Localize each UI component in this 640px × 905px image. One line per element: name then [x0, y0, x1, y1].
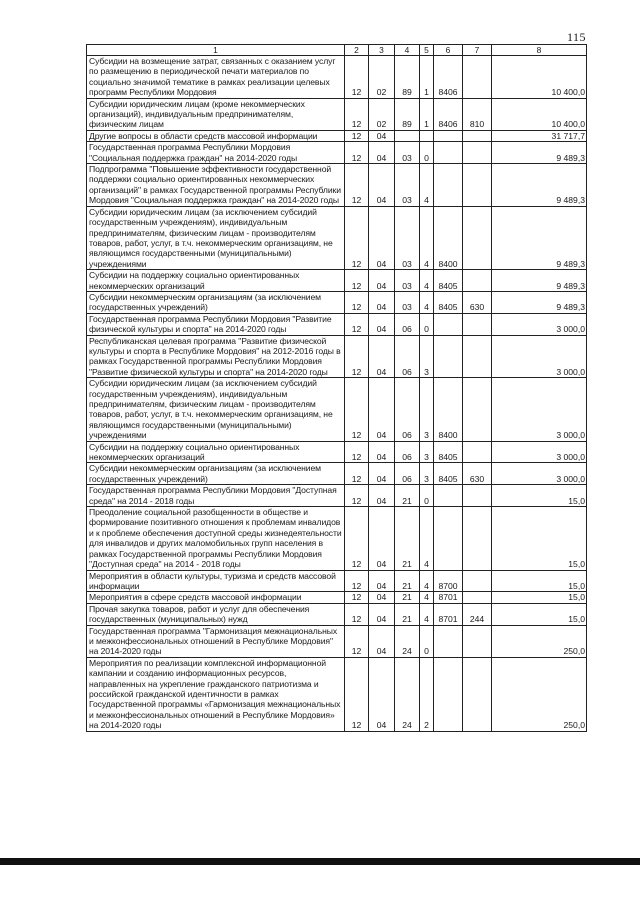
- amount-cell: 3 000,0: [492, 378, 587, 441]
- article-code-cell: [434, 485, 463, 507]
- column-header-8: 8: [492, 45, 587, 56]
- section-code-cell: 12: [345, 463, 369, 485]
- subprogram-code-cell: 4: [420, 592, 434, 603]
- subsection-code-cell: 04: [369, 657, 395, 731]
- amount-cell: 3 000,0: [492, 313, 587, 335]
- subsection-code-cell: 04: [369, 463, 395, 485]
- row-name-cell: Мероприятия в области культуры, туризма и средств массовой информации: [87, 570, 345, 592]
- table-row: [87, 603, 587, 625]
- subprogram-code-cell: 4: [420, 570, 434, 592]
- row-name-cell: Субсидии некоммерческим организациям (за исключением государственных учреждений): [87, 463, 345, 485]
- expense-type-code-cell: [463, 130, 492, 141]
- program-code-cell: 24: [395, 625, 420, 657]
- budget-table: [86, 44, 587, 732]
- subprogram-code-cell: 3: [420, 335, 434, 378]
- article-code-cell: [434, 313, 463, 335]
- amount-cell: 9 489,3: [492, 270, 587, 292]
- program-code-cell: 06: [395, 378, 420, 441]
- expense-type-code-cell: [463, 592, 492, 603]
- program-code-cell: 21: [395, 603, 420, 625]
- subsection-code-cell: 04: [369, 164, 395, 207]
- table-row: [87, 313, 587, 335]
- table-row: [87, 130, 587, 141]
- subsection-code-cell: 02: [369, 56, 395, 99]
- program-code-cell: 21: [395, 592, 420, 603]
- expense-type-code-cell: [463, 142, 492, 164]
- row-name-cell: Государственная программа Республики Мордовия "Развитие физической культуры и спорта" на 2014-2020 годы: [87, 313, 345, 335]
- row-name-cell: Субсидии юридическим лицам (за исключением субсидий государственным учреждениям), индивидуальным предпринимателям, физическим лицам - производителям товаров, работ, услуг, в т.ч. некоммерческим организациям, не являющимся государственными (муниципальными) учреждениями: [87, 206, 345, 269]
- program-code-cell: 03: [395, 206, 420, 269]
- expense-type-code-cell: [463, 270, 492, 292]
- article-code-cell: 8400: [434, 378, 463, 441]
- subsection-code-cell: 04: [369, 603, 395, 625]
- subprogram-code-cell: 0: [420, 142, 434, 164]
- expense-type-code-cell: [463, 378, 492, 441]
- table-header: [87, 45, 587, 56]
- row-name-cell: Преодоление социальной разобщенности в обществе и формирование позитивного отношения к проблемам инвалидов и к проблеме обеспечения доступной среды жизнедеятельности для инвалидов и других маломобильных групп населения в рамках Государственной программы Республики Мордовия "Доступная среда" на 2014 - 2018 годы: [87, 507, 345, 570]
- subprogram-code-cell: 3: [420, 441, 434, 463]
- program-code-cell: 89: [395, 56, 420, 99]
- expense-type-code-cell: [463, 657, 492, 731]
- row-name-cell: Прочая закупка товаров, работ и услуг для обеспечения государственных (муниципальных) нужд: [87, 603, 345, 625]
- table-row: [87, 291, 587, 313]
- subprogram-code-cell: 4: [420, 164, 434, 207]
- amount-cell: 31 717,7: [492, 130, 587, 141]
- row-name-cell: Субсидии юридическим лицам (кроме некоммерческих организаций), индивидуальным предпринимателям, физическим лицам: [87, 98, 345, 130]
- program-code-cell: 03: [395, 142, 420, 164]
- section-code-cell: 12: [345, 570, 369, 592]
- amount-cell: 15,0: [492, 485, 587, 507]
- program-code-cell: 03: [395, 291, 420, 313]
- row-name-cell: Государственная программа Республики Мордовия "Социальная поддержка граждан" на 2014-2020 годы: [87, 142, 345, 164]
- article-code-cell: 8405: [434, 441, 463, 463]
- amount-cell: 3 000,0: [492, 335, 587, 378]
- table-row: [87, 142, 587, 164]
- row-name-cell: Государственная программа "Гармонизация межнациональных и межконфессиональных отношений в Республике Мордовия" на 2014-2020 годы: [87, 625, 345, 657]
- subsection-code-cell: 04: [369, 291, 395, 313]
- program-code-cell: 06: [395, 441, 420, 463]
- expense-type-code-cell: [463, 56, 492, 99]
- subprogram-code-cell: 1: [420, 98, 434, 130]
- article-code-cell: [434, 507, 463, 570]
- article-code-cell: [434, 625, 463, 657]
- expense-type-code-cell: [463, 507, 492, 570]
- article-code-cell: [434, 130, 463, 141]
- section-code-cell: 12: [345, 206, 369, 269]
- article-code-cell: 8406: [434, 56, 463, 99]
- table-row: [87, 335, 587, 378]
- article-code-cell: 8406: [434, 98, 463, 130]
- table-row: [87, 625, 587, 657]
- section-code-cell: 12: [345, 56, 369, 99]
- amount-cell: 9 489,3: [492, 164, 587, 207]
- subprogram-code-cell: 0: [420, 313, 434, 335]
- table-row: [87, 441, 587, 463]
- row-name-cell: Мероприятия по реализации комплексной информационной кампании и созданию информационных ресурсов, направленных на укрепление гражданского патриотизма и российской гражданской идентичности в рамках Государственной программы «Гармонизация межнациональных и межконфессиональных отношений в Республике Мордовия» на 2014-2020 годы: [87, 657, 345, 731]
- subprogram-code-cell: 3: [420, 378, 434, 441]
- page-number: 115: [566, 30, 586, 44]
- subsection-code-cell: 04: [369, 378, 395, 441]
- row-name-cell: Субсидии некоммерческим организациям (за исключением государственных учреждений): [87, 291, 345, 313]
- row-name-cell: Субсидии на поддержку социально ориентированных некоммерческих организаций: [87, 441, 345, 463]
- row-name-cell: Республиканская целевая программа "Развитие физической культуры и спорта в Республике Мордовия" на 2012-2016 годы в рамках Государственной программы Республики Мордовия "Развитие физической культуры и спорта" на 2014-2020 годы: [87, 335, 345, 378]
- section-code-cell: 12: [345, 130, 369, 141]
- expense-type-code-cell: [463, 570, 492, 592]
- section-code-cell: 12: [345, 164, 369, 207]
- amount-cell: 15,0: [492, 603, 587, 625]
- program-code-cell: 21: [395, 507, 420, 570]
- amount-cell: 9 489,3: [492, 206, 587, 269]
- subprogram-code-cell: 3: [420, 463, 434, 485]
- program-code-cell: 03: [395, 164, 420, 207]
- subsection-code-cell: 04: [369, 507, 395, 570]
- amount-cell: 15,0: [492, 507, 587, 570]
- table-row: [87, 270, 587, 292]
- column-header-4: 4: [395, 45, 420, 56]
- program-code-cell: [395, 130, 420, 141]
- section-code-cell: 12: [345, 98, 369, 130]
- table-row: [87, 507, 587, 570]
- amount-cell: 250,0: [492, 657, 587, 731]
- amount-cell: 9 489,3: [492, 142, 587, 164]
- program-code-cell: 06: [395, 463, 420, 485]
- amount-cell: 3 000,0: [492, 463, 587, 485]
- expense-type-code-cell: [463, 313, 492, 335]
- subsection-code-cell: 04: [369, 570, 395, 592]
- scan-bottom-edge: [0, 858, 640, 865]
- program-code-cell: 24: [395, 657, 420, 731]
- amount-cell: 250,0: [492, 625, 587, 657]
- section-code-cell: 12: [345, 313, 369, 335]
- table-row: [87, 164, 587, 207]
- subsection-code-cell: 04: [369, 130, 395, 141]
- expense-type-code-cell: [463, 485, 492, 507]
- subsection-code-cell: 04: [369, 142, 395, 164]
- article-code-cell: [434, 164, 463, 207]
- table-body: [87, 56, 587, 732]
- section-code-cell: 12: [345, 378, 369, 441]
- program-code-cell: 06: [395, 313, 420, 335]
- table-row: [87, 570, 587, 592]
- subprogram-code-cell: 4: [420, 291, 434, 313]
- table-row: [87, 206, 587, 269]
- amount-cell: 15,0: [492, 592, 587, 603]
- subsection-code-cell: 04: [369, 335, 395, 378]
- subsection-code-cell: 04: [369, 313, 395, 335]
- subsection-code-cell: 04: [369, 485, 395, 507]
- section-code-cell: 12: [345, 335, 369, 378]
- table-row: [87, 485, 587, 507]
- row-name-cell: Другие вопросы в области средств массовой информации: [87, 130, 345, 141]
- program-code-cell: 06: [395, 335, 420, 378]
- column-header-1: 1: [87, 45, 345, 56]
- section-code-cell: 12: [345, 485, 369, 507]
- column-header-2: 2: [345, 45, 369, 56]
- section-code-cell: 12: [345, 657, 369, 731]
- program-code-cell: 21: [395, 485, 420, 507]
- article-code-cell: 8405: [434, 463, 463, 485]
- table-row: [87, 378, 587, 441]
- subprogram-code-cell: [420, 130, 434, 141]
- article-code-cell: 8405: [434, 270, 463, 292]
- article-code-cell: 8405: [434, 291, 463, 313]
- program-code-cell: 03: [395, 270, 420, 292]
- section-code-cell: 12: [345, 592, 369, 603]
- subsection-code-cell: 04: [369, 592, 395, 603]
- column-header-3: 3: [369, 45, 395, 56]
- article-code-cell: 8701: [434, 592, 463, 603]
- column-header-7: 7: [463, 45, 492, 56]
- subprogram-code-cell: 4: [420, 270, 434, 292]
- expense-type-code-cell: [463, 164, 492, 207]
- article-code-cell: 8400: [434, 206, 463, 269]
- section-code-cell: 12: [345, 142, 369, 164]
- expense-type-code-cell: 810: [463, 98, 492, 130]
- program-code-cell: 89: [395, 98, 420, 130]
- column-header-6: 6: [434, 45, 463, 56]
- expense-type-code-cell: [463, 441, 492, 463]
- subprogram-code-cell: 2: [420, 657, 434, 731]
- section-code-cell: 12: [345, 291, 369, 313]
- row-name-cell: Субсидии на возмещение затрат, связанных с оказанием услуг по размещению в периодической печати материалов по социально значимой тематике в рамках реализации целевых программ Республики Мордовия: [87, 56, 345, 99]
- expense-type-code-cell: [463, 335, 492, 378]
- row-name-cell: Субсидии на поддержку социально ориентированных некоммерческих организаций: [87, 270, 345, 292]
- section-code-cell: 12: [345, 270, 369, 292]
- subprogram-code-cell: 1: [420, 56, 434, 99]
- subsection-code-cell: 04: [369, 270, 395, 292]
- article-code-cell: [434, 657, 463, 731]
- section-code-cell: 12: [345, 441, 369, 463]
- table-row: [87, 56, 587, 99]
- article-code-cell: 8700: [434, 570, 463, 592]
- amount-cell: 9 489,3: [492, 291, 587, 313]
- subprogram-code-cell: 4: [420, 603, 434, 625]
- amount-cell: 10 400,0: [492, 98, 587, 130]
- subprogram-code-cell: 0: [420, 485, 434, 507]
- expense-type-code-cell: [463, 206, 492, 269]
- article-code-cell: [434, 142, 463, 164]
- subsection-code-cell: 04: [369, 625, 395, 657]
- table-row: [87, 592, 587, 603]
- table-row: [87, 98, 587, 130]
- subprogram-code-cell: 4: [420, 206, 434, 269]
- amount-cell: 10 400,0: [492, 56, 587, 99]
- header-row: [87, 45, 587, 56]
- subprogram-code-cell: 0: [420, 625, 434, 657]
- program-code-cell: 21: [395, 570, 420, 592]
- row-name-cell: Мероприятия в сфере средств массовой информации: [87, 592, 345, 603]
- subsection-code-cell: 04: [369, 441, 395, 463]
- expense-type-code-cell: 630: [463, 291, 492, 313]
- row-name-cell: Подпрограмма "Повышение эффективности государственной поддержки социально ориентированных некоммерческих организаций" в рамках Государственной программы Республики Мордовия "Социальная поддержка граждан" на 2014-2020 годы: [87, 164, 345, 207]
- subsection-code-cell: 02: [369, 98, 395, 130]
- expense-type-code-cell: 244: [463, 603, 492, 625]
- section-code-cell: 12: [345, 507, 369, 570]
- amount-cell: 15,0: [492, 570, 587, 592]
- table-row: [87, 657, 587, 731]
- row-name-cell: Субсидии юридическим лицам (за исключением субсидий государственным учреждениям), индивидуальным предпринимателям, физическим лицам - производителям товаров, работ, услуг, в т.ч. некоммерческим организациям, не являющимся государственными (муниципальными) учреждениями: [87, 378, 345, 441]
- row-name-cell: Государственная программа Республики Мордовия "Доступная среда" на 2014 - 2018 годы: [87, 485, 345, 507]
- expense-type-code-cell: 630: [463, 463, 492, 485]
- expense-type-code-cell: [463, 625, 492, 657]
- subsection-code-cell: 04: [369, 206, 395, 269]
- section-code-cell: 12: [345, 625, 369, 657]
- subprogram-code-cell: 4: [420, 507, 434, 570]
- table-row: [87, 463, 587, 485]
- section-code-cell: 12: [345, 603, 369, 625]
- article-code-cell: [434, 335, 463, 378]
- amount-cell: 3 000,0: [492, 441, 587, 463]
- column-header-5: 5: [420, 45, 434, 56]
- article-code-cell: 8701: [434, 603, 463, 625]
